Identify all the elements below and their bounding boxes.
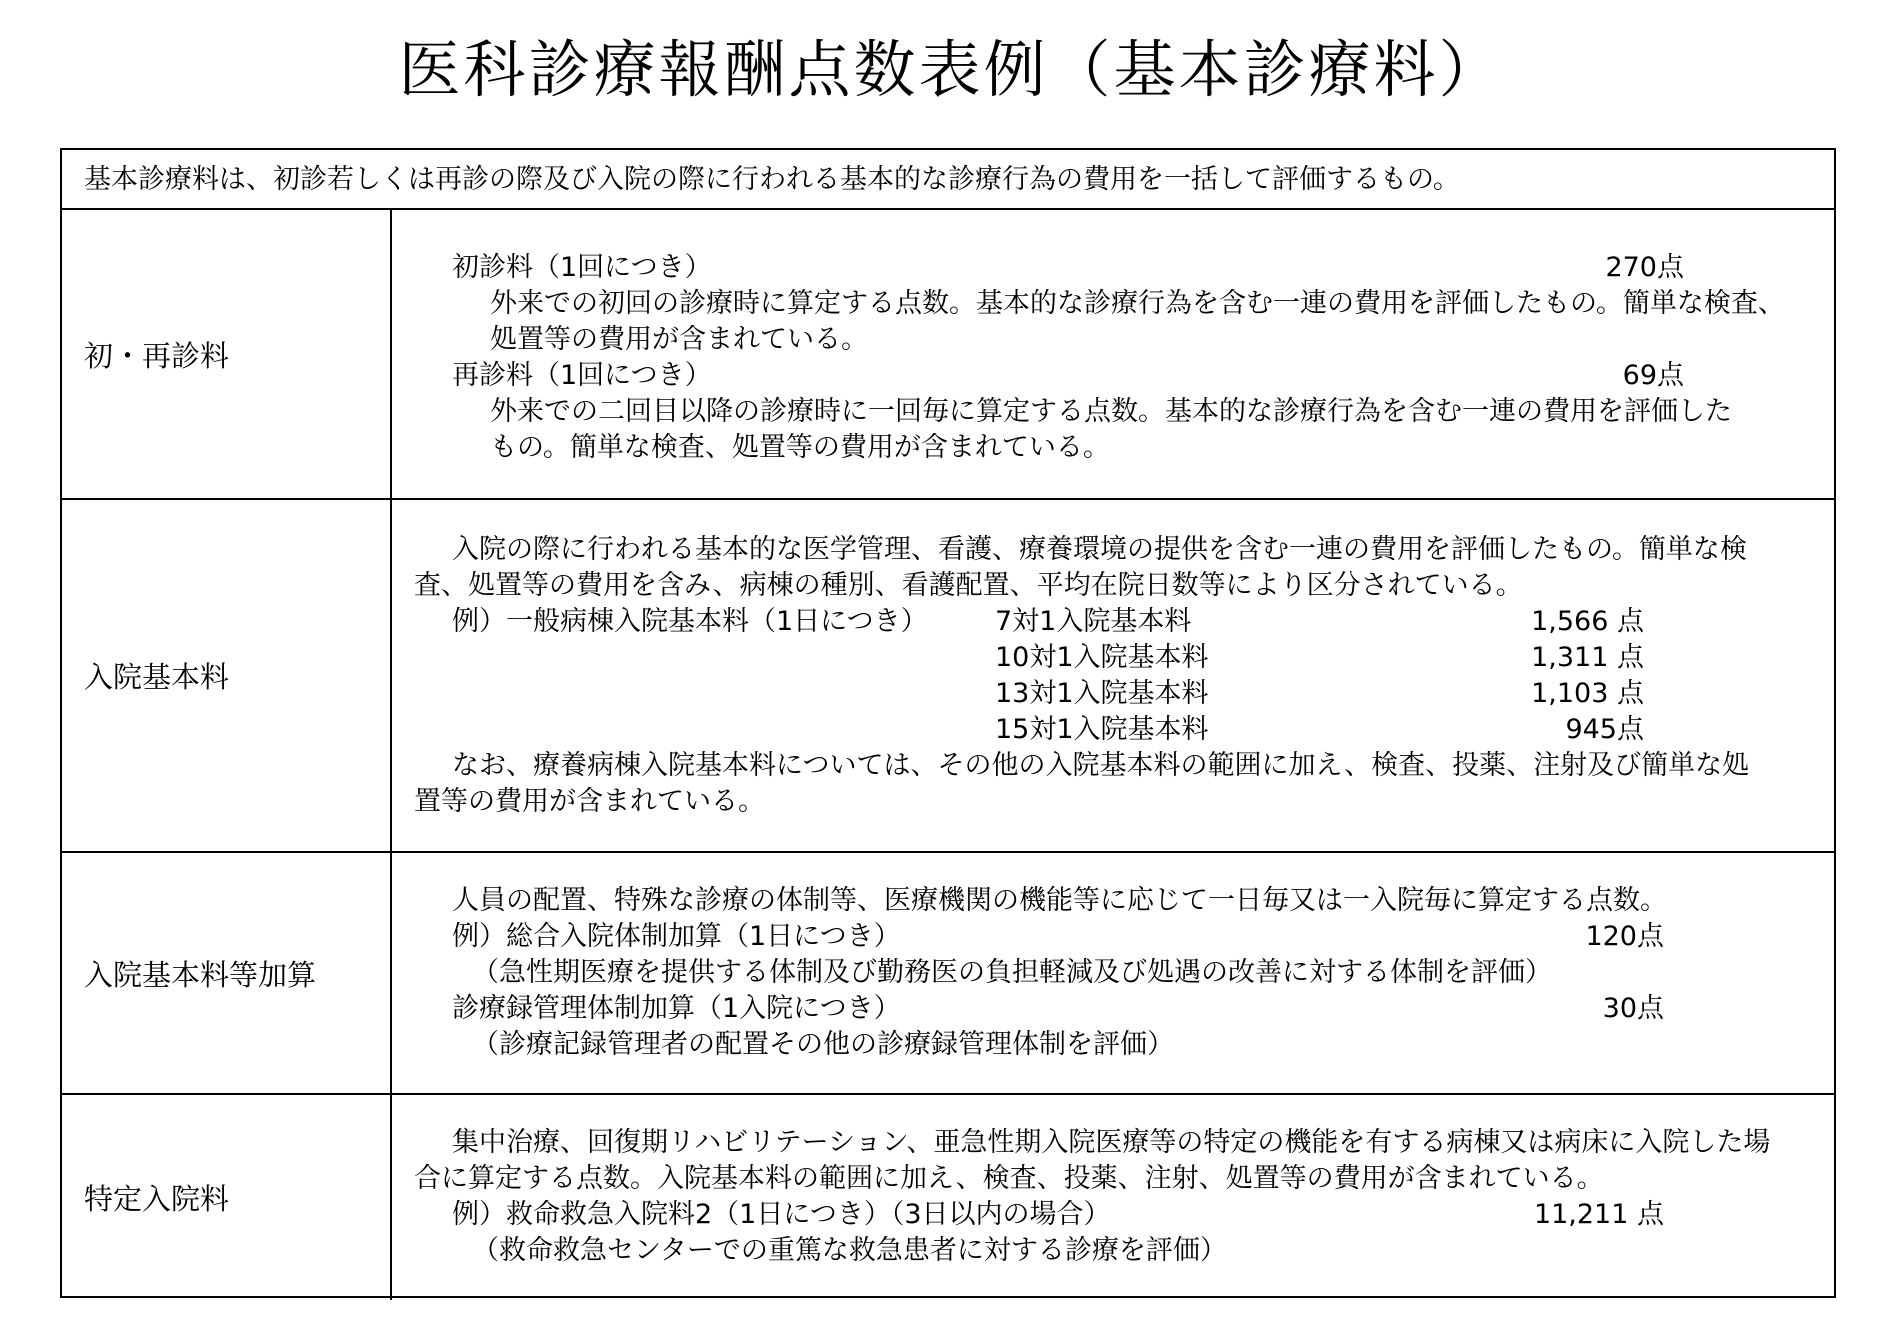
saishin-name: 再診料（1回につき） [452, 360, 712, 391]
row-label [62, 500, 392, 851]
kasan-desc-line1: 人員の配置、特殊な診療の体制等、医療機関の機能等に応じて一日毎又は一入院毎に算定する点数。 [452, 885, 1667, 916]
tokutei-desc-line2: 合に算定する点数。入院基本料の範囲に加え、検査、投薬、注射、処置等の費用が含まれている。 [414, 1163, 1604, 1194]
row-content [392, 500, 1834, 851]
tokutei-example-note: （救命救急センターでの重篤な救急患者に対する診療を評価） [472, 1235, 1227, 1266]
nyuin-item-points: 1,566 点 [1531, 606, 1644, 637]
kasan-example1-name: 例）総合入院体制加算（1日につき） [452, 921, 901, 952]
saishin-points: 69点 [1622, 360, 1684, 391]
tokutei-example-name: 例）救命救急入院料2（1日につき）（3日以内の場合） [452, 1199, 1111, 1230]
shoshin-name: 初診料（1回につき） [452, 252, 712, 283]
nyuin-item-name: 7対1入院基本料 [995, 606, 1192, 637]
row-label-text: 特定入院料 [84, 1182, 230, 1216]
shoshin-desc-line1: 外来での初回の診療時に算定する点数。基本的な診療行為を含む一連の費用を評価したもの。簡単な検査、 [490, 288, 1785, 319]
table-row-nyuin-kihonryo [62, 500, 1834, 853]
nyuin-item-name: 10対1入院基本料 [995, 642, 1209, 673]
nyuin-desc-line1: 入院の際に行われる基本的な医学管理、看護、療養環境の提供を含む一連の費用を評価したもの。簡単な検 [452, 534, 1747, 565]
kasan-example2-note: （診療記録管理者の配置その他の診療録管理体制を評価） [472, 1029, 1174, 1060]
table-intro: 基本診療料は、初診若しくは再診の際及び入院の際に行われる基本的な診療行為の費用を一括して評価するもの。 [62, 150, 1834, 210]
table-row-tokutei-nyuinryo [62, 1095, 1834, 1300]
row-content [392, 210, 1834, 498]
kasan-example2-points: 30点 [1602, 993, 1664, 1024]
row-content [392, 853, 1834, 1093]
kasan-example1-note: （急性期医療を提供する体制及び勤務医の負担軽減及び処遇の改善に対する体制を評価） [472, 957, 1552, 988]
row-label [62, 210, 392, 498]
fee-table [60, 148, 1836, 1298]
nyuin-item-name: 15対1入院基本料 [995, 714, 1209, 745]
saishin-desc-line1: 外来での二回目以降の診療時に一回毎に算定する点数。基本的な診療行為を含む一連の費用を評価した [490, 396, 1732, 427]
row-content [392, 1095, 1834, 1300]
row-label-text: 入院基本料 [84, 660, 230, 694]
table-row-nyuin-kasan [62, 853, 1834, 1095]
table-row-shoshin-saishin [62, 210, 1834, 500]
row-label [62, 853, 392, 1093]
row-label-text: 初・再診料 [84, 338, 230, 373]
saishin-desc-line2: もの。簡単な検査、処置等の費用が含まれている。 [490, 432, 1110, 463]
nyuin-example-label: 例）一般病棟入院基本料（1日につき） [452, 606, 928, 637]
tokutei-example-points: 11,211 点 [1533, 1199, 1664, 1230]
page-title: 医科診療報酬点数表例（基本診療料） [398, 33, 1504, 106]
kasan-example2-name: 診療録管理体制加算（1入院につき） [452, 993, 901, 1024]
nyuin-desc-line2: 査、処置等の費用を含み、病棟の種別、看護配置、平均在院日数等により区分されている。 [414, 570, 1523, 601]
nyuin-note-line1: なお、療養病棟入院基本料については、その他の入院基本料の範囲に加え、検査、投薬、注射及び簡単な処 [452, 750, 1750, 781]
nyuin-item-points: 1,103 点 [1531, 678, 1644, 709]
nyuin-item-points: 945点 [1565, 714, 1644, 745]
nyuin-item-name: 13対1入院基本料 [995, 678, 1209, 709]
shoshin-desc-line2: 処置等の費用が含まれている。 [490, 324, 868, 355]
row-label [62, 1095, 392, 1300]
row-label-text: 入院基本料等加算 [84, 957, 317, 992]
tokutei-desc-line1: 集中治療、回復期リハビリテーション、亜急性期入院医療等の特定の機能を有する病棟又は病床に入院した場 [452, 1127, 1771, 1158]
nyuin-item-points: 1,311 点 [1531, 642, 1644, 673]
nyuin-note-line2: 置等の費用が含まれている。 [414, 786, 765, 817]
kasan-example1-points: 120点 [1585, 921, 1664, 952]
shoshin-points: 270点 [1605, 252, 1684, 283]
